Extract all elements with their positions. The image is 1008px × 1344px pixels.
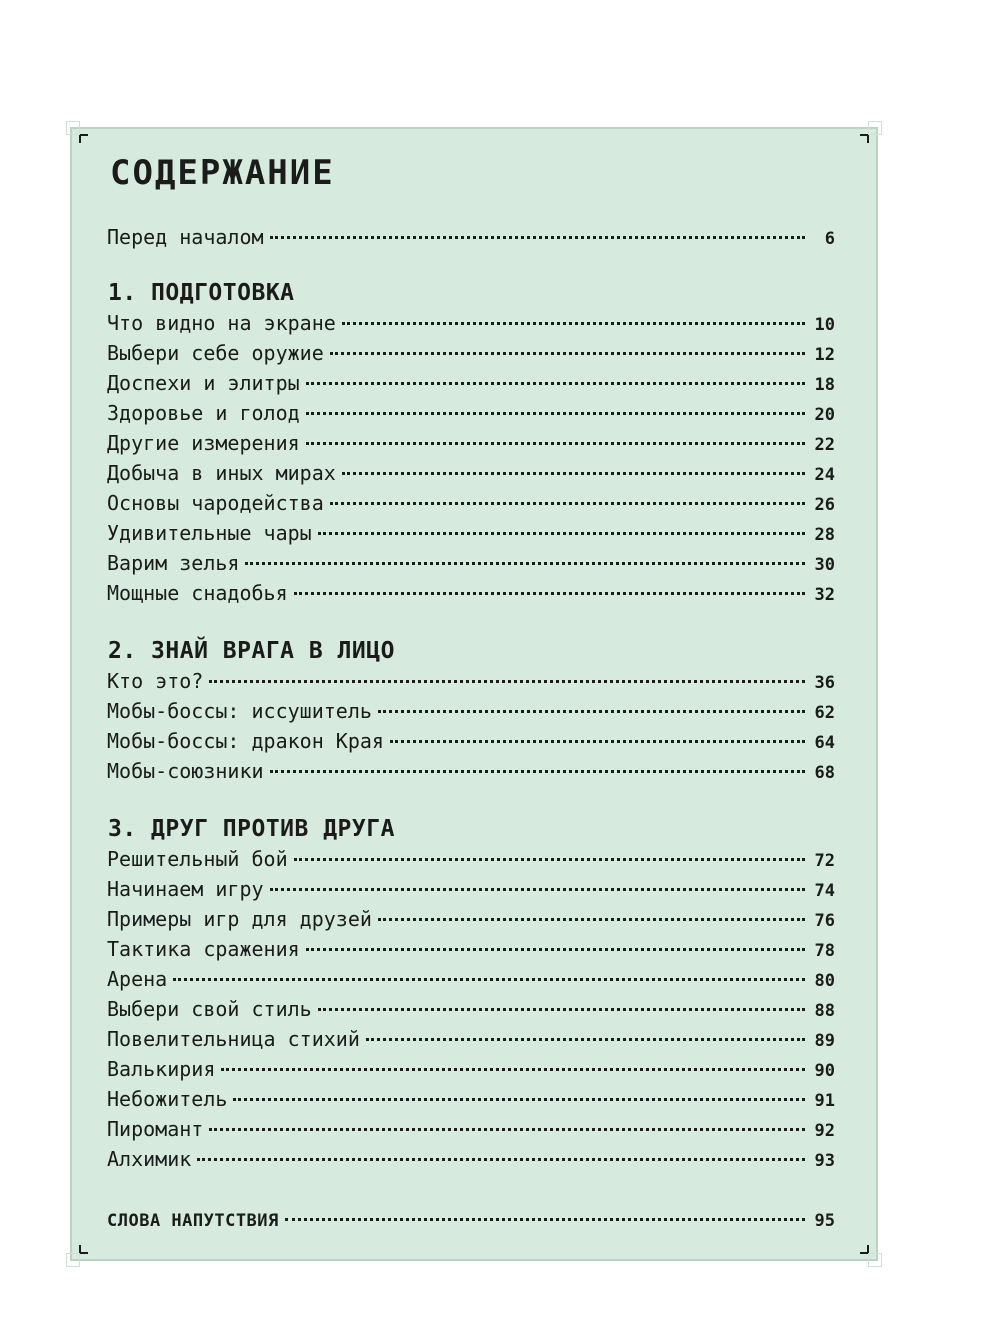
toc-entry-page: 12 — [814, 345, 835, 365]
toc-entry-label: Выбери свой стиль — [107, 997, 312, 1021]
corner-mark — [860, 134, 869, 143]
toc-entry[interactable] — [107, 1024, 835, 1054]
toc-entry[interactable] — [107, 1084, 835, 1114]
section-heading-2: 2. ЗНАЙ ВРАГА В ЛИЦО — [108, 638, 395, 664]
leader-dots — [390, 740, 805, 743]
leader-dots — [245, 562, 804, 565]
section-heading-1: 1. ПОДГОТОВКА — [108, 280, 295, 306]
leader-dots — [221, 1068, 804, 1071]
leader-dots — [270, 888, 805, 891]
toc-entry-intro[interactable] — [107, 222, 835, 252]
toc-entry-page: 36 — [814, 673, 835, 693]
toc-entry-label: Мобы-боссы: иссушитель — [107, 699, 372, 723]
toc-entry-page: 90 — [814, 1061, 835, 1081]
toc-entry[interactable] — [107, 874, 835, 904]
toc-entry-label: Другие измерения — [107, 431, 300, 455]
toc-entry-label: Доспехи и элитры — [107, 371, 300, 395]
crop-mark — [868, 1253, 882, 1267]
toc-entry-label: Выбери себе оружие — [107, 341, 324, 365]
toc-entry[interactable] — [107, 994, 835, 1024]
leader-dots — [233, 1098, 804, 1101]
toc-entry[interactable] — [107, 726, 835, 756]
toc-entry-label: Добыча в иных мирах — [107, 461, 336, 485]
toc-entry-label: Решительный бой — [107, 847, 288, 871]
page-title: СОДЕРЖАНИЕ — [110, 153, 335, 193]
toc-entry-page: 24 — [814, 465, 835, 485]
toc-entry[interactable] — [107, 964, 835, 994]
toc-entry-label: Что видно на экране — [107, 311, 336, 335]
toc-entry-label: Примеры игр для друзей — [107, 907, 372, 931]
toc-entry-page: 92 — [814, 1121, 835, 1141]
leader-dots — [306, 382, 805, 385]
toc-entry[interactable] — [107, 844, 835, 874]
toc-entry-page: 76 — [814, 911, 835, 931]
toc-entry-label: Мобы-боссы: дракон Края — [107, 729, 384, 753]
toc-entry[interactable] — [107, 428, 835, 458]
toc-entry-label: Алхимик — [107, 1147, 192, 1171]
leader-dots — [270, 770, 805, 773]
toc-entry[interactable] — [107, 1144, 835, 1174]
toc-entry[interactable] — [107, 458, 835, 488]
toc-entry-page: 88 — [814, 1001, 835, 1021]
toc-entry-page: 62 — [814, 703, 835, 723]
toc-entry-label: Пиромант — [107, 1117, 204, 1141]
leader-dots — [330, 352, 805, 355]
toc-entry-label: Основы чародейства — [107, 491, 324, 515]
toc-entry-page: 32 — [814, 585, 835, 605]
toc-entry-page: 80 — [814, 971, 835, 991]
leader-dots — [270, 236, 805, 239]
toc-entry-page: 74 — [814, 881, 835, 901]
leader-dots — [285, 1218, 805, 1221]
toc-entry-label: Мобы-союзники — [107, 759, 264, 783]
toc-entry[interactable] — [107, 308, 835, 338]
toc-entry-page: 64 — [814, 733, 835, 753]
toc-entry[interactable] — [107, 666, 835, 696]
toc-entry[interactable] — [107, 904, 835, 934]
toc-entry-closing[interactable] — [107, 1206, 835, 1236]
leader-dots — [306, 412, 805, 415]
leader-dots — [342, 322, 805, 325]
toc-entry-label: Варим зелья — [107, 551, 240, 575]
toc-entry-page: 30 — [814, 555, 835, 575]
toc-entry-page: 26 — [814, 495, 835, 515]
toc-entry-label: Арена — [107, 967, 168, 991]
toc-entry-label: Кто это? — [107, 669, 204, 693]
toc-entry-page: 91 — [814, 1091, 835, 1111]
toc-entry-label: Начинаем игру — [107, 877, 264, 901]
leader-dots — [330, 502, 805, 505]
toc-entry-page: 6 — [824, 229, 835, 249]
toc-entry-label: Удивительные чары — [107, 521, 312, 545]
toc-entry[interactable] — [107, 1054, 835, 1084]
leader-dots — [366, 1038, 805, 1041]
leader-dots — [318, 1008, 805, 1011]
toc-entry[interactable] — [107, 696, 835, 726]
leader-dots — [197, 1158, 804, 1161]
leader-dots — [342, 472, 805, 475]
toc-entry-page: 22 — [814, 435, 835, 455]
toc-entry[interactable] — [107, 548, 835, 578]
toc-entry-page: 68 — [814, 763, 835, 783]
toc-entry[interactable] — [107, 1114, 835, 1144]
crop-mark — [868, 121, 882, 135]
leader-dots — [294, 592, 805, 595]
toc-entry-page: 72 — [814, 851, 835, 871]
toc-entry[interactable] — [107, 578, 835, 608]
toc-entry-page: 93 — [814, 1151, 835, 1171]
toc-entry-label: Мощные снадобья — [107, 581, 288, 605]
toc-entry-label: Тактика сражения — [107, 937, 300, 961]
toc-entry-label: Валькирия — [107, 1057, 216, 1081]
toc-entry[interactable] — [107, 756, 835, 786]
leader-dots — [294, 858, 805, 861]
leader-dots — [209, 680, 804, 683]
corner-mark — [79, 134, 88, 143]
leader-dots — [306, 948, 805, 951]
toc-entry[interactable] — [107, 488, 835, 518]
crop-mark — [66, 1253, 80, 1267]
toc-entry[interactable] — [107, 934, 835, 964]
toc-entry-page: 28 — [814, 525, 835, 545]
toc-entry-label: Перед началом — [107, 225, 264, 249]
leader-dots — [318, 532, 805, 535]
toc-entry-label: Небожитель — [107, 1087, 228, 1111]
toc-entry[interactable] — [107, 338, 835, 368]
toc-entry-page: 78 — [814, 941, 835, 961]
leader-dots — [378, 710, 805, 713]
toc-entry[interactable] — [107, 518, 835, 548]
toc-entry-label: Здоровье и голод — [107, 401, 300, 425]
toc-entry[interactable] — [107, 368, 835, 398]
toc-entry-page: 89 — [814, 1031, 835, 1051]
toc-entry-label: СЛОВА НАПУТСТВИЯ — [107, 1211, 279, 1231]
leader-dots — [209, 1128, 804, 1131]
toc-entry-label: Повелительница стихий — [107, 1027, 360, 1051]
leader-dots — [378, 918, 805, 921]
leader-dots — [306, 442, 805, 445]
corner-mark — [79, 1245, 88, 1254]
toc-entry[interactable] — [107, 398, 835, 428]
toc-entry-page: 18 — [814, 375, 835, 395]
crop-mark — [66, 121, 80, 135]
toc-entry-page: 95 — [814, 1211, 835, 1231]
toc-entry-page: 10 — [814, 315, 835, 335]
leader-dots — [173, 978, 804, 981]
section-heading-3: 3. ДРУГ ПРОТИВ ДРУГА — [108, 816, 395, 842]
toc-entry-page: 20 — [814, 405, 835, 425]
